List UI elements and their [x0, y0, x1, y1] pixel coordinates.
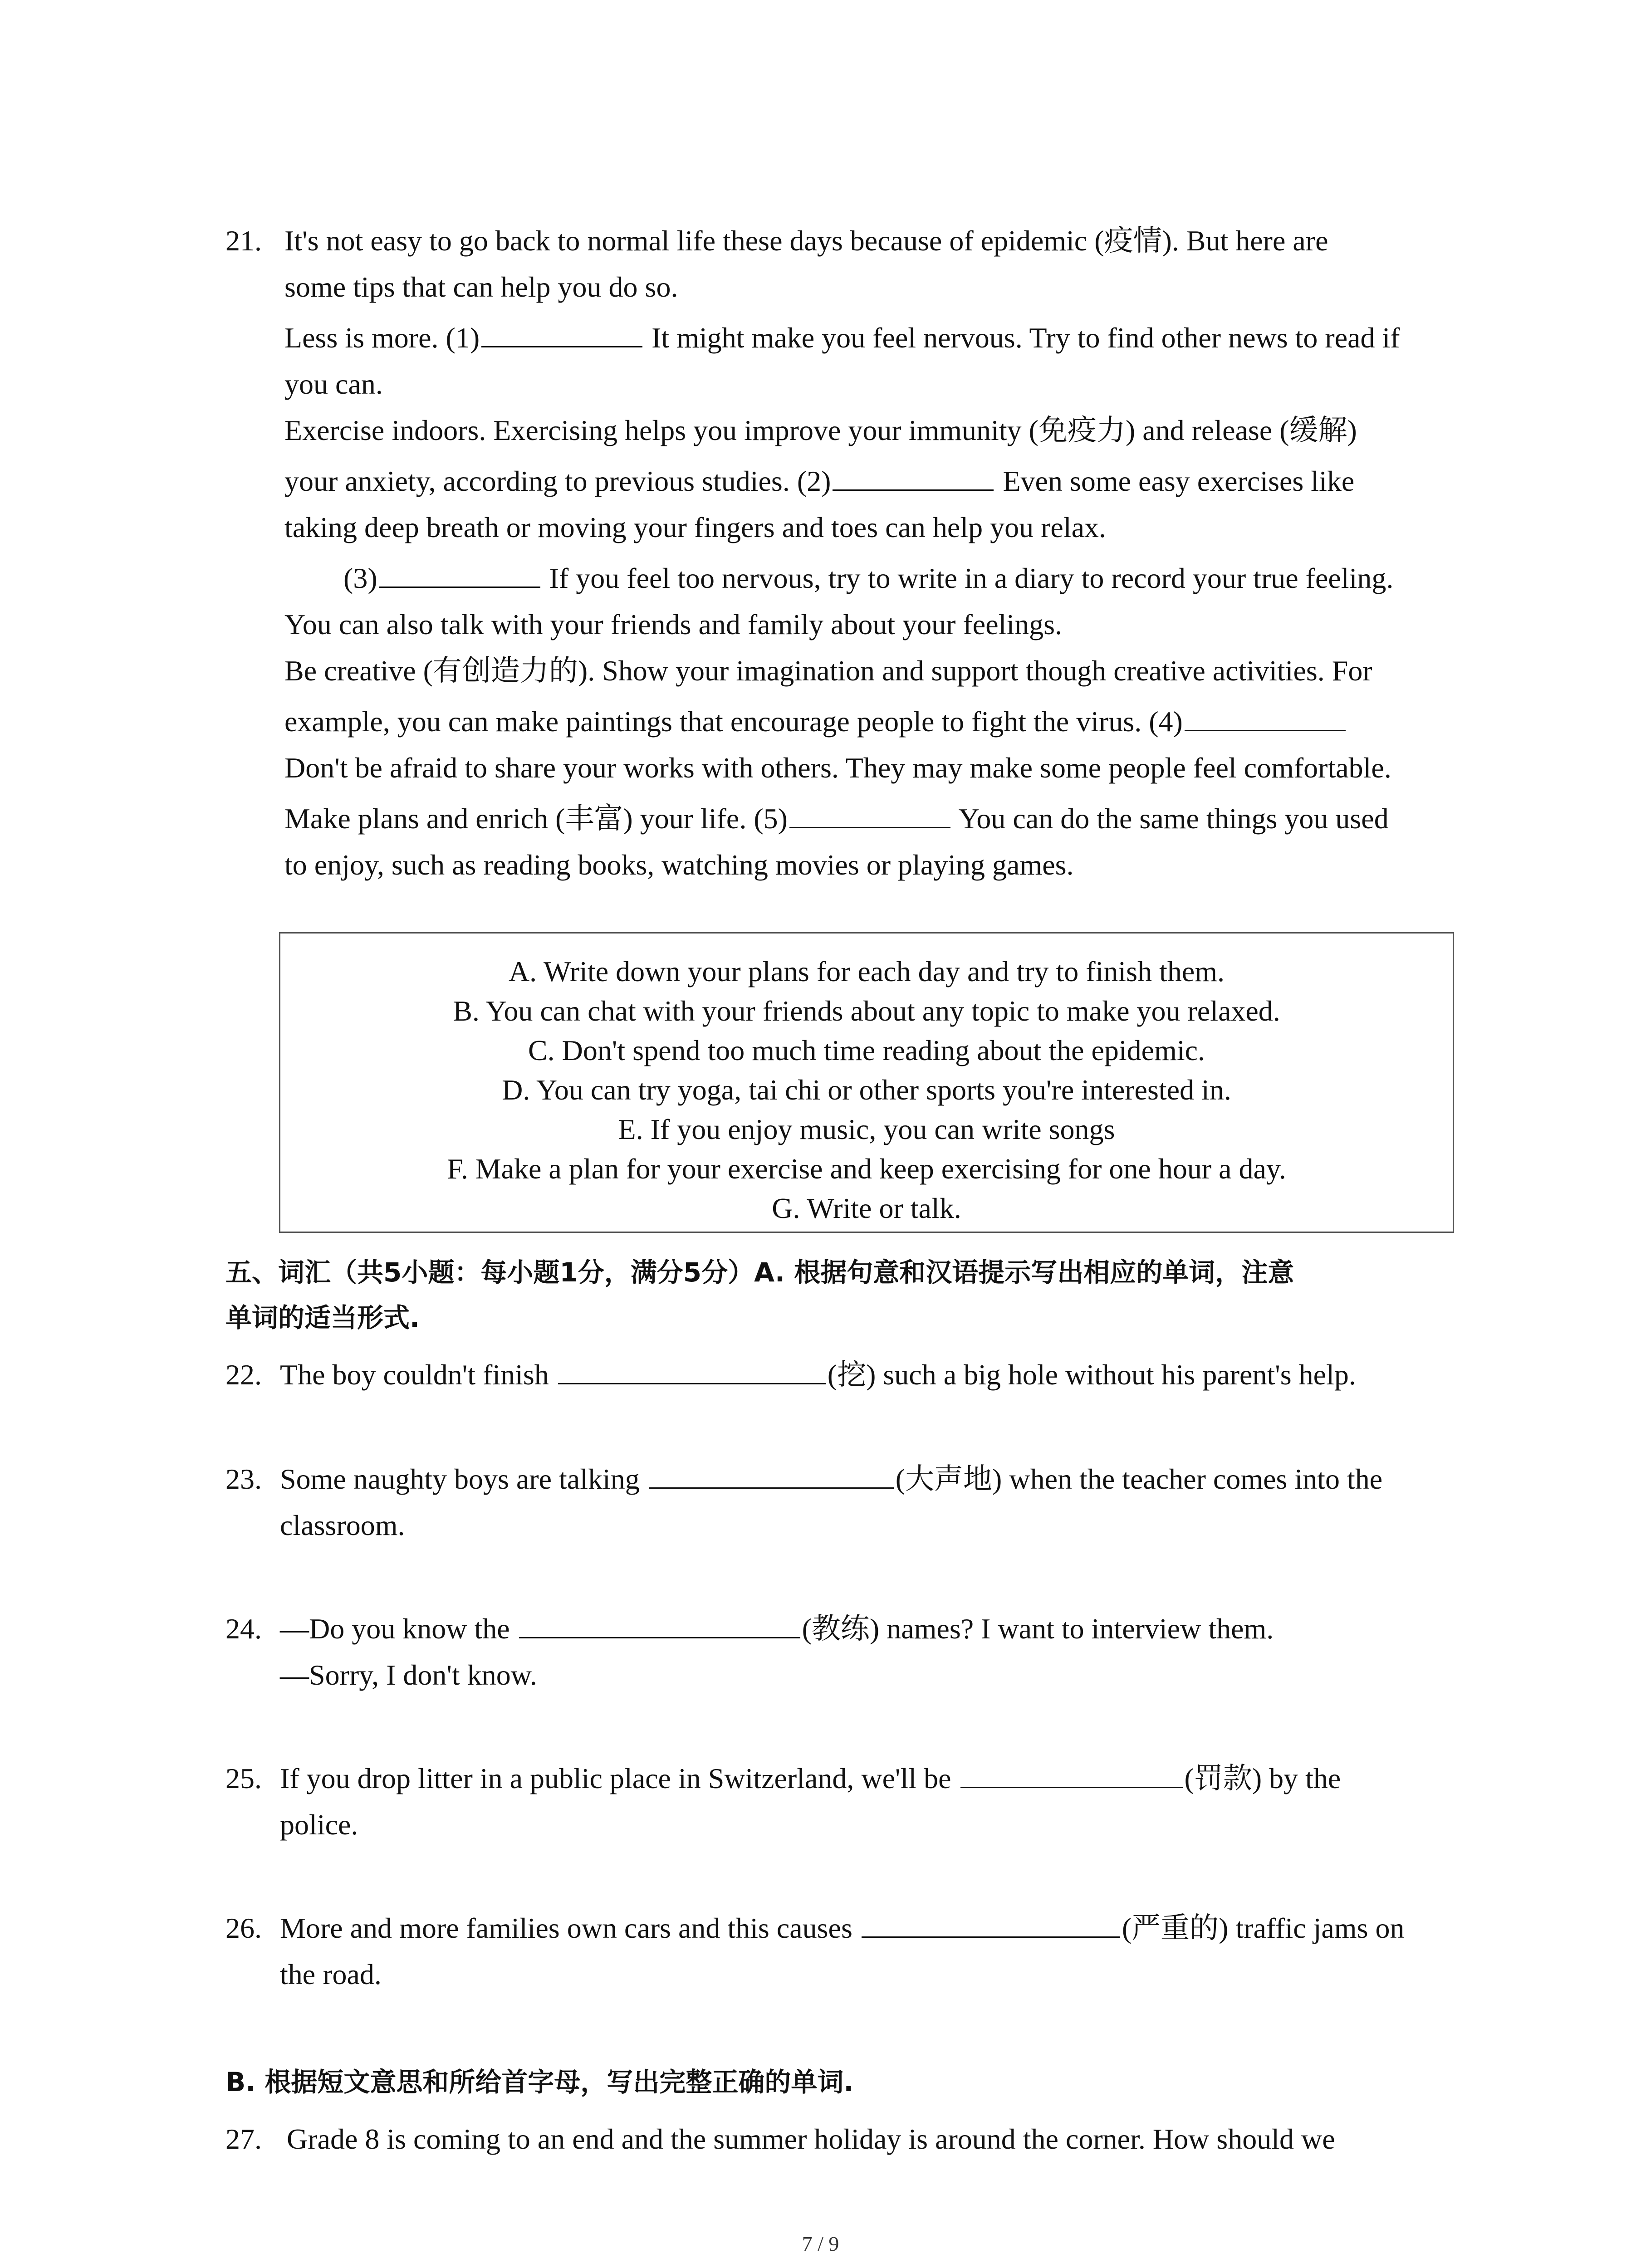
section-b-heading: B. 根据短文意思和所给首字母，写出完整正确的单词. [225, 2067, 854, 2097]
q21-line: Exercise indoors. Exercising helps you improve your immunity (免疫力) and release (缓解) [284, 414, 1357, 446]
option-a: A. Write down your plans for each day and try to finish them. [508, 955, 1225, 987]
answer-blank-5[interactable] [789, 800, 950, 828]
q21-line: taking deep breath or moving your fingers and toes can help you relax. [284, 511, 1106, 543]
option-b: B. You can chat with your friends about any topic to make you relaxed. [453, 995, 1280, 1027]
options-box [279, 932, 1454, 1233]
q21-line: (3) If you feel too nervous, try to write in a diary to record your true feeling. [284, 555, 1464, 601]
question-number: 21. [225, 225, 262, 257]
option-f: F. Make a plan for your exercise and keep exercising for one hour a day. [447, 1153, 1286, 1185]
option-g: G. Write or talk. [772, 1192, 961, 1224]
option-d: D. You can try yoga, tai chi or other sports you're interested in. [502, 1074, 1231, 1106]
section-heading: 五、词汇（共5小题：每小题1分，满分5分）A. 根据句意和汉语提示写出相应的单词，注意 单词的适当形式. [225, 1257, 1294, 1333]
document-page: 21. It's not easy to go back to normal life these days because of epidemic (疫情). But here are some tips that can help you do so. Less is more. (1) It might make you feel nervous. Try to find other news to read if you can. Exercise indoors. Exercising helps you improve your immunity (免疫力) and release (缓解) your anxiety, according to previous studies. (2) Even some easy exercises like taking deep breath or moving your fingers and toes can help you relax. (3) If you feel too nervous, try to write in a diary to record your true feeling. You can also talk with your friends and family about your feelings. Be creative (有创造力的). Show your imagination and support though creative activities. For example, you can make paintings that encourage people to fight the virus. (4) Don't be afraid to share your works with others. They may make some people feel comfortable. Make plans and enrich (丰富) your life. (5) You can do the same things you used to enjoy, such as reading books, watching movies or playing games. A. Write down your plans for each day and try to finish them. B. You can chat with your friends about any topic to make you relaxed. C. Don't spend too much time reading about the epidemic. D. You can try yoga, tai chi or other sports you're interested in. E. If you enjoy music, you can write songs F. Make a plan for your exercise and keep exercising for one hour a day. G. Write or talk. 五、词汇（共5小题：每小题1分，满分5分）A. 根据句意和汉语提示写出相应的单词，注意 单词的适当形式. 22. The boy couldn't finish (挖) such a big hole without his parent's help. 23. Some naughty boys are talking (大声地) when the teacher comes into the classroom. 24. —Do you know the (教练) names? I want to interview them. —Sorry, I don't know. 25. If you drop litter in a public place in Switzerland, we'll be (罚款) by the police. 26. More and more families own cars and this causes (严重的) traffic jams on the road. B. 根据短文意思和所给首字母，写出完整正确的单词. 27. Grade 8 is coming to an end and the summer holiday is around the corner. How should we 7 / 9 [0, 0, 1641, 2268]
q21-line: you can. [284, 368, 383, 400]
option-c: C. Don't spend too much time reading about the epidemic. [528, 1034, 1205, 1066]
page-number: 7 / 9 [802, 2232, 839, 2255]
answer-blank[interactable] [649, 1460, 894, 1489]
q21-line: your anxiety, according to previous studies. (2) Even some easy exercises like [284, 458, 1464, 504]
q21-line: Less is more. (1) It might make you feel nervous. Try to find other news to read if [284, 315, 1464, 361]
q21-line: You can also talk with your friends and family about your feelings. [284, 608, 1063, 640]
answer-blank[interactable] [558, 1356, 826, 1384]
q21-line: to enjoy, such as reading books, watching movies or playing games. [284, 849, 1074, 881]
q21-line: Don't be afraid to share your works with others. They may make some people feel comfortable. [284, 752, 1391, 784]
q21-line: It's not easy to go back to normal life these days because of epidemic (疫情). But here are [284, 225, 1328, 257]
q21-line: Be creative (有创造力的). Show your imagination and support though creative activities. For [284, 655, 1372, 687]
q21-line: Make plans and enrich (丰富) your life. (5) You can do the same things you used [284, 796, 1464, 842]
option-e: E. If you enjoy music, you can write songs [618, 1113, 1115, 1145]
answer-blank-1[interactable] [481, 319, 642, 347]
answer-blank-3[interactable] [379, 559, 540, 588]
answer-blank[interactable] [519, 1610, 800, 1638]
q21-line: some tips that can help you do so. [284, 271, 678, 303]
answer-blank[interactable] [862, 1909, 1120, 1938]
answer-blank[interactable] [960, 1760, 1183, 1788]
answer-blank-4[interactable] [1185, 703, 1346, 731]
answer-blank-2[interactable] [833, 462, 994, 491]
q21-line: example, you can make paintings that encourage people to fight the virus. (4) [284, 699, 1464, 745]
